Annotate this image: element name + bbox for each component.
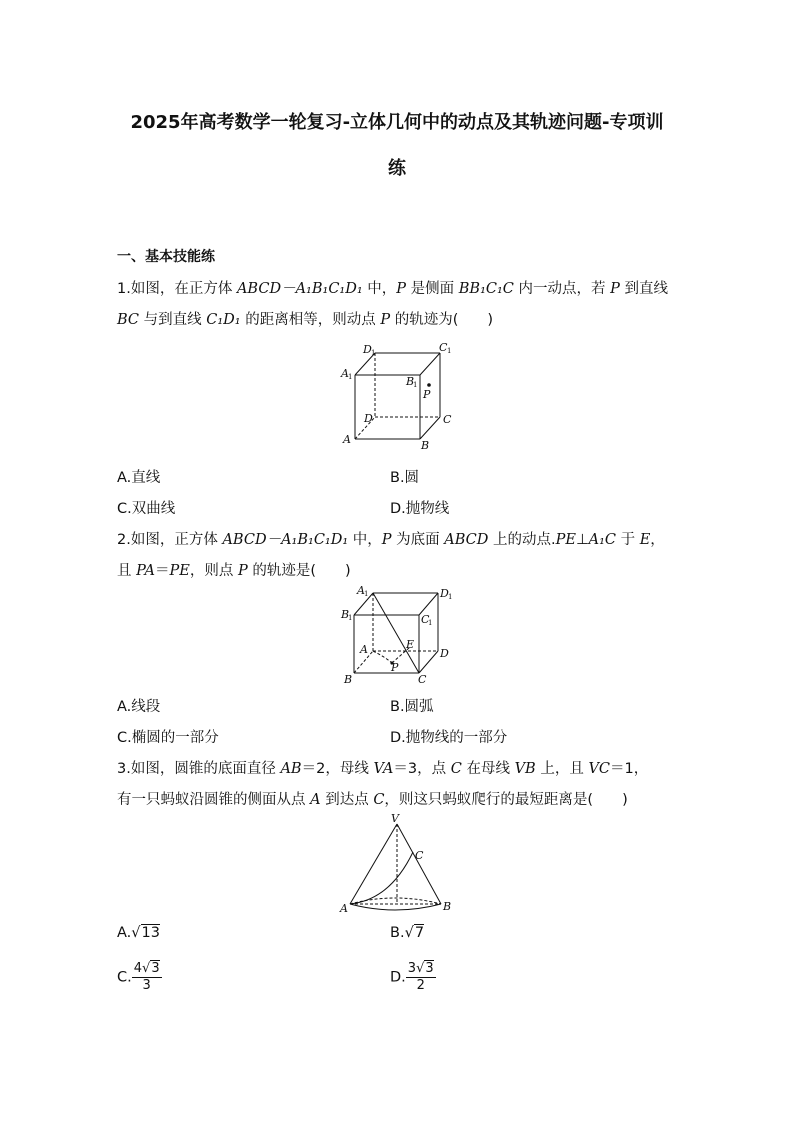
q3-line-1: 3.如图，圆锥的底面直径 AB＝2，母线 VA＝3，点 C 在母线 VB 上，且 VC＝1， [117, 761, 649, 777]
cube-figure-2 [340, 585, 460, 687]
svg-text:1: 1 [448, 593, 453, 601]
label-a1: A [357, 585, 365, 597]
label-b1: B [406, 375, 415, 388]
q3-option-a[interactable]: A.√13 [117, 925, 160, 941]
label-c: C [418, 673, 427, 686]
cone-figure [335, 812, 460, 916]
question-3 [117, 754, 677, 816]
svg-text:1: 1 [413, 381, 418, 389]
svg-text:1: 1 [364, 590, 369, 598]
title-line-1: 2025年高考数学一轮复习-立体几何中的动点及其轨迹问题-专项训 [130, 112, 664, 133]
q2-line-2: 且 PA＝PE，则点 P 的轨迹是( ) [117, 563, 351, 579]
q2-line-1: 2.如图，正方体 ABCD－A₁B₁C₁D₁ 中，P 为底面 ABCD 上的动点.PE⊥A₁C 于 E， [117, 532, 665, 548]
label-d1: D [363, 343, 372, 356]
q3-line-2: 有一只蚂蚁沿圆锥的侧面从点 A 到达点 C，则这只蚂蚁爬行的最短距离是( ) [117, 792, 628, 808]
label-p: P [423, 388, 431, 401]
q2-option-c[interactable]: C.椭圆的一部分 [117, 730, 219, 746]
document-title [110, 100, 684, 192]
q3-option-c[interactable]: C. $\frac{4√3}{3}$ [117, 961, 160, 993]
label-e: E [406, 638, 415, 651]
label-v: V [391, 812, 399, 825]
label-b: B [344, 673, 353, 686]
label-p: P [391, 661, 399, 674]
label-a: A [340, 902, 348, 915]
q3-option-d[interactable]: D. $\frac{3√3}{2}$ [390, 961, 434, 993]
question-2 [117, 525, 677, 587]
q1-option-d[interactable]: D.抛物线 [390, 501, 450, 517]
label-d: D [440, 647, 449, 660]
label-c1: C [439, 343, 448, 354]
section-heading: 一、基本技能练 [117, 249, 215, 265]
label-c: C [443, 413, 452, 426]
label-b: B [421, 439, 430, 451]
svg-text:1: 1 [348, 373, 353, 381]
q2-option-a[interactable]: A.线段 [117, 699, 161, 715]
q1-line-1: 1.如图，在正方体 ABCD－A₁B₁C₁D₁ 中，P 是侧面 BB₁C₁C 内一动点，若 P 到直线 [117, 281, 668, 297]
svg-text:1: 1 [348, 614, 353, 622]
cube-figure-1 [335, 343, 460, 451]
point-p [427, 383, 431, 387]
label-d: D [364, 412, 373, 425]
q1-line-2: BC 与到直线 C₁D₁ 的距离相等，则动点 P 的轨迹为( ) [117, 312, 494, 328]
q2-option-d[interactable]: D.抛物线的一部分 [390, 730, 508, 746]
svg-text:1: 1 [428, 619, 433, 627]
question-1 [117, 274, 677, 336]
q1-option-a[interactable]: A.直线 [117, 470, 161, 486]
label-a: A [360, 643, 368, 656]
svg-text:1: 1 [447, 347, 452, 355]
label-c: C [415, 849, 424, 862]
title-line-2: 练 [388, 158, 406, 179]
label-b1: B [341, 608, 350, 621]
label-a1: A [341, 367, 349, 380]
label-a: A [343, 433, 351, 446]
label-d1: D [440, 587, 449, 600]
label-c1: C [421, 613, 430, 626]
q1-option-c[interactable]: C.双曲线 [117, 501, 176, 517]
q3-option-b[interactable]: B.√7 [390, 925, 425, 941]
q2-option-b[interactable]: B.圆弧 [390, 699, 434, 715]
q1-option-b[interactable]: B.圆 [390, 470, 420, 486]
svg-text:1: 1 [371, 349, 376, 357]
label-b: B [443, 900, 452, 913]
